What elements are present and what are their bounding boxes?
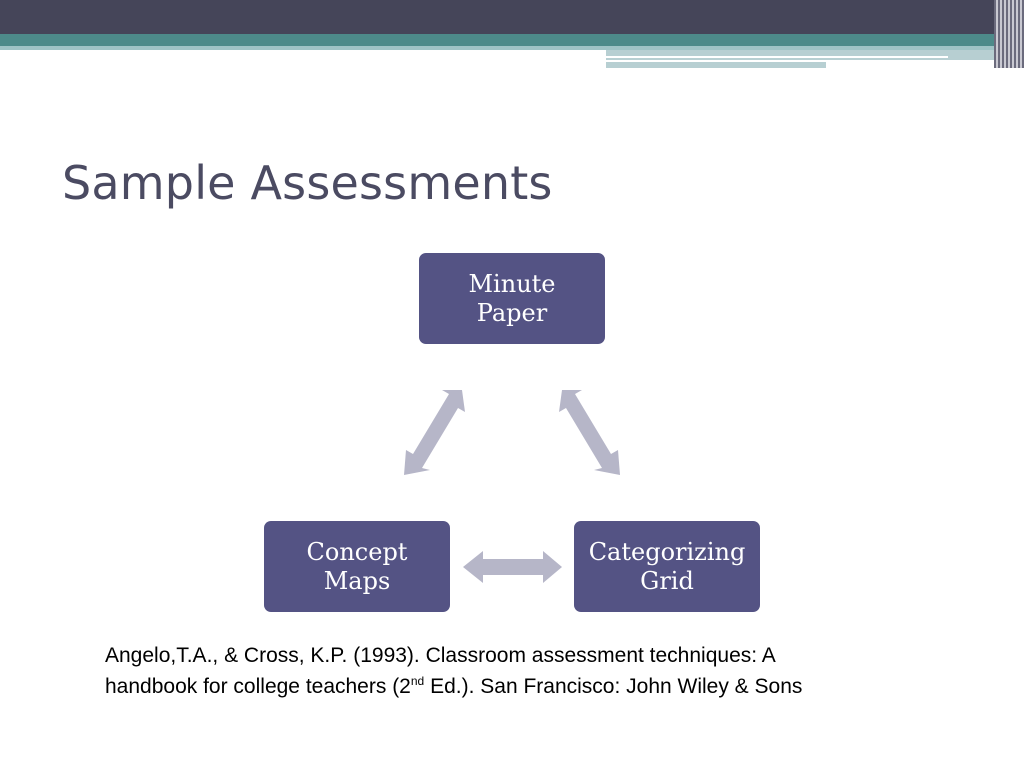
citation-tail: Ed.). San Francisco: John Wiley & Sons — [424, 675, 803, 698]
node-label-line: Grid — [640, 566, 694, 595]
node-label-line: Maps — [323, 566, 391, 595]
node-categorizing-grid — [574, 521, 760, 612]
header-band-dark — [0, 0, 1024, 34]
header-accent-line — [606, 56, 948, 58]
node-label-line: Paper — [476, 298, 548, 327]
arrow-top-right — [559, 390, 620, 475]
header-band-teal — [0, 34, 1024, 46]
node-label-line: Categorizing — [588, 537, 746, 566]
citation-main: Angelo,T.A., & Cross, K.P. (1993). Classroom assessment techniques: A handbook for college teachers (2 — [105, 644, 775, 698]
node-label-line: Minute — [468, 269, 556, 298]
node-label-line: Concept — [306, 537, 408, 566]
node-concept-maps — [264, 521, 450, 612]
header-accent-bar — [606, 50, 1024, 60]
arrow-top-left — [404, 390, 465, 475]
citation-superscript: nd — [410, 674, 425, 688]
header-stripes — [994, 0, 1024, 68]
slide-title: Sample Assessments — [62, 156, 553, 210]
citation-text — [105, 640, 805, 702]
header-accent-bar-short — [606, 62, 826, 68]
node-minute-paper — [419, 253, 605, 344]
arrow-left-right — [463, 551, 562, 583]
